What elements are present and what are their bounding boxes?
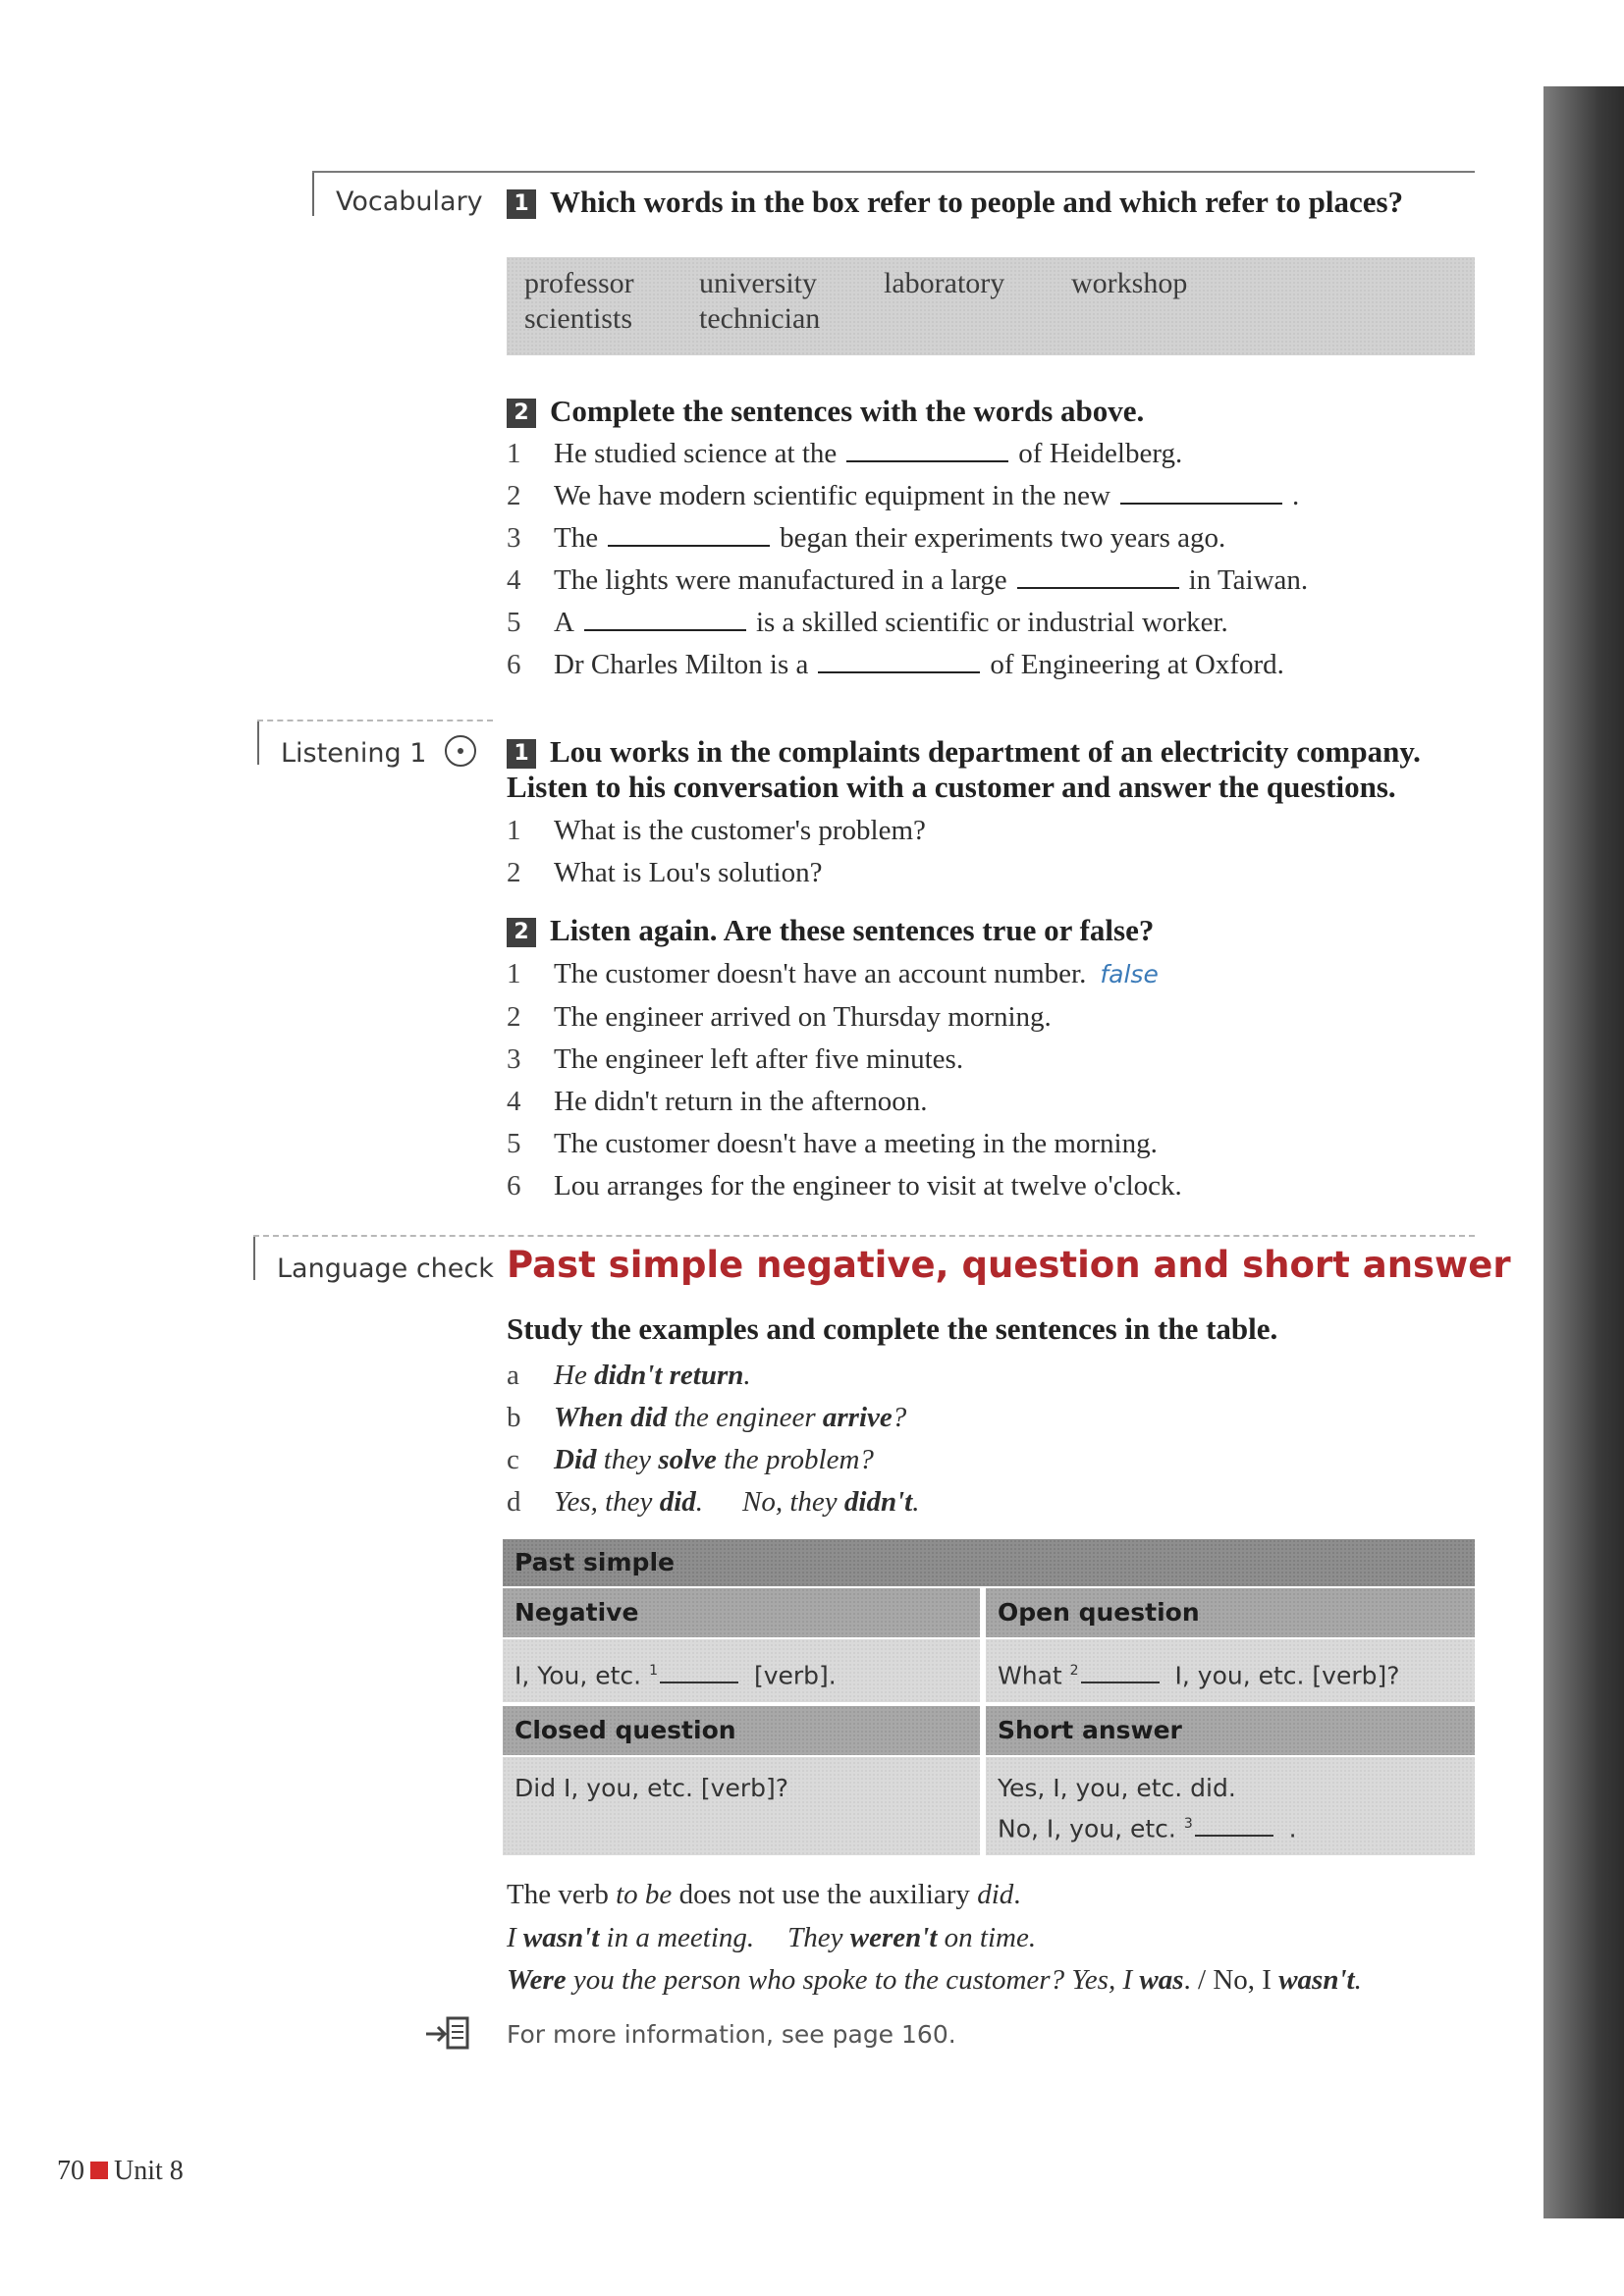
example-answer: false <box>1100 960 1159 988</box>
table-blank-1[interactable] <box>660 1664 738 1683</box>
listening-ex1-line1: Lou works in the complaints department of an electricity company. <box>550 734 1421 769</box>
table-cell-short-answer: Yes, I, you, etc. did. No, I, you, etc. $^3$ . <box>986 1757 1475 1855</box>
page-footer <box>57 2156 184 2187</box>
list-item: 1 He studied science at the of Heidelberg. <box>507 438 1183 469</box>
list-item: 4 The lights were manufactured in a large in Taiwan. <box>507 564 1309 596</box>
example-d: d Yes, they did. No, they didn't. <box>507 1486 920 1518</box>
audio-cd-icon[interactable] <box>445 735 476 767</box>
listening-ex2-heading <box>507 913 1154 948</box>
table-cell-open-question: What $^2$ I, you, etc. [verb]? <box>986 1639 1475 1702</box>
vocab-ex1-heading <box>507 185 1403 220</box>
list-item: 6 Dr Charles Milton is a of Engineering at Oxford. <box>507 649 1284 680</box>
note-line-1: The verb to be does not use the auxiliary did. <box>507 1879 1021 1910</box>
section-label-language-check: Language check <box>277 1254 494 1284</box>
answer-blank[interactable] <box>584 610 746 631</box>
list-item: 1 The customer doesn't have an account number. false <box>507 958 1159 989</box>
listening-ex2-instruction: Listen again. Are these sentences true or false? <box>550 913 1155 947</box>
table-cell-negative: I, You, etc. $^1$ [verb]. <box>503 1639 980 1702</box>
exercise-number-badge: 2 <box>507 918 536 947</box>
section-label-listening: Listening 1 <box>263 735 476 769</box>
langcheck-top-rule <box>253 1235 1475 1237</box>
page-reference-icon <box>424 2014 471 2054</box>
list-item: 2 What is Lou's solution? <box>507 857 823 888</box>
listening-label-bracket <box>257 720 259 765</box>
exercise-number-badge: 1 <box>507 189 536 219</box>
section-label-vocabulary: Vocabulary <box>336 187 483 217</box>
word-box <box>507 257 1475 355</box>
answer-blank[interactable] <box>1017 567 1179 589</box>
table-header-open-question: Open question <box>986 1588 1475 1637</box>
language-check-title: Past simple negative, question and short answer <box>507 1244 1511 1286</box>
page-number: 70 <box>57 2156 84 2186</box>
list-item: 1 What is the customer's problem? <box>507 815 926 846</box>
more-info-link[interactable]: For more information, see page 160. <box>507 2020 956 2049</box>
vocab-label-bracket <box>312 171 314 216</box>
answer-blank[interactable] <box>818 652 980 673</box>
table-header-closed-question: Closed question <box>503 1706 980 1755</box>
list-item: 2 The engineer arrived on Thursday morning. <box>507 1001 1052 1033</box>
word-workshop: workshop <box>1071 267 1188 299</box>
list-item: 3 The engineer left after five minutes. <box>507 1043 964 1075</box>
word-university: university <box>699 267 817 299</box>
list-item: 2 We have modern scientific equipment in the new . <box>507 480 1300 511</box>
list-item: 5 A is a skilled scientific or industrial worker. <box>507 607 1228 638</box>
note-line-3: Were you the person who spoke to the customer? Yes, I was. / No, I wasn't. <box>507 1964 1362 1996</box>
answer-blank[interactable] <box>1120 483 1282 505</box>
exercise-number-badge: 2 <box>507 399 536 428</box>
word-professor: professor <box>524 267 634 299</box>
table-header-negative: Negative <box>503 1588 980 1637</box>
listening-ex1-line2: Listen to his conversation with a customer and answer the questions. <box>507 770 1396 804</box>
word-laboratory: laboratory <box>884 267 1005 299</box>
example-b: b When did the engineer arrive? <box>507 1402 907 1433</box>
unit-label: Unit 8 <box>114 2156 184 2186</box>
table-blank-3[interactable] <box>1195 1817 1273 1837</box>
vocab-ex2-instruction: Complete the sentences with the words above. <box>550 394 1145 428</box>
example-c: c Did they solve the problem? <box>507 1444 874 1475</box>
list-item: 5 The customer doesn't have a meeting in the morning. <box>507 1128 1158 1159</box>
vocab-ex2-heading <box>507 394 1144 429</box>
example-a: a He didn't return. <box>507 1360 751 1391</box>
book-spine-shadow <box>1543 86 1624 2218</box>
table-blank-2[interactable] <box>1081 1664 1160 1683</box>
word-scientists: scientists <box>524 302 632 335</box>
footer-red-square-icon <box>90 2162 108 2179</box>
vocab-top-rule <box>312 171 1475 173</box>
table-cell-closed-question: Did I, you, etc. [verb]? <box>503 1757 980 1855</box>
listening-top-rule <box>257 720 493 721</box>
list-item: 3 The began their experiments two years ago. <box>507 522 1226 554</box>
table-title: Past simple <box>503 1539 1475 1586</box>
language-check-instruction: Study the examples and complete the sentences in the table. <box>507 1311 1278 1346</box>
listening-ex1-heading <box>507 734 1421 805</box>
answer-blank[interactable] <box>608 525 770 547</box>
table-header-short-answer: Short answer <box>986 1706 1475 1755</box>
vocab-ex1-instruction: Which words in the box refer to people and which refer to places? <box>550 185 1404 219</box>
word-technician: technician <box>699 302 821 335</box>
langcheck-label-bracket <box>253 1235 255 1280</box>
note-line-2: I wasn't in a meeting. They weren't on time. <box>507 1922 1037 1953</box>
exercise-number-badge: 1 <box>507 739 536 769</box>
list-item: 6 Lou arranges for the engineer to visit at twelve o'clock. <box>507 1170 1182 1201</box>
list-item: 4 He didn't return in the afternoon. <box>507 1086 928 1117</box>
answer-blank[interactable] <box>846 441 1008 462</box>
